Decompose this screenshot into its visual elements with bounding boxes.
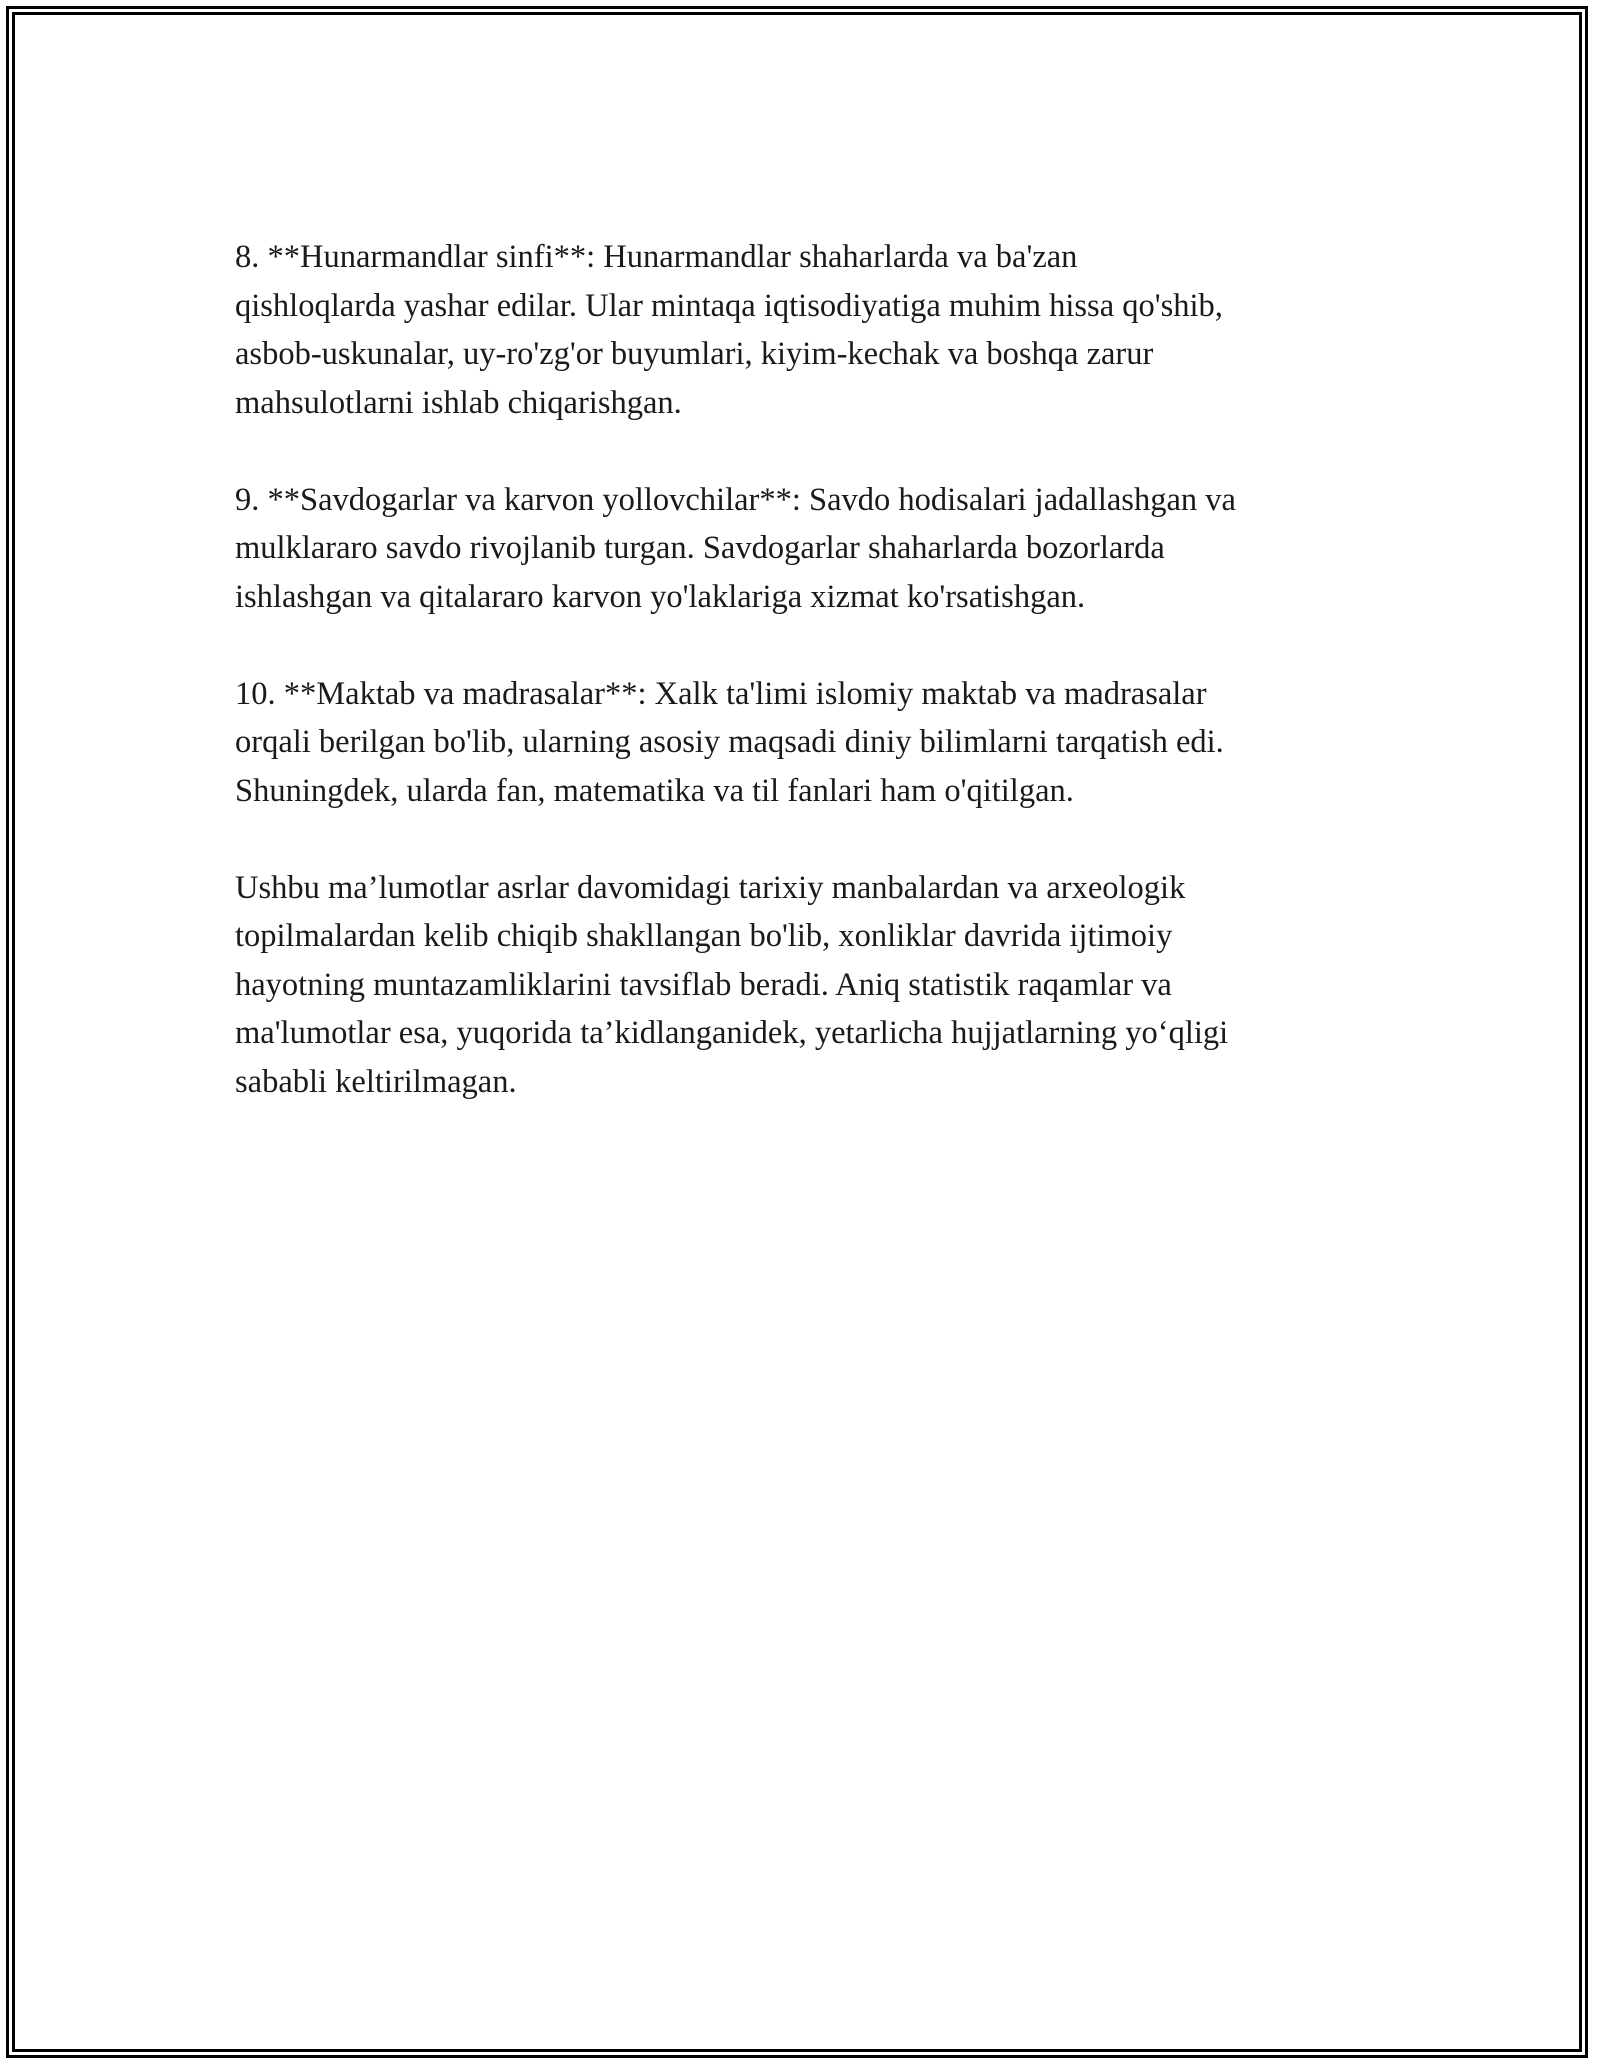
document-body <box>235 233 1375 1106</box>
paragraph-conclusion: Ushbu ma’lumotlar asrlar davomidagi tarixiy manbalardan va arxeologik topilmalardan kelib chiqib shakllangan bo'lib, xonliklar davrida ijtimoiy hayotning muntazamliklarini tavsiflab beradi. Aniq statistik raqamlar va ma'lumotlar esa, yuqorida ta’kidlanganidek, yetarlicha hujjatlarning yo‘qligi sababli keltirilmagan. <box>235 869 1229 1100</box>
paragraph-maktab-madrasalar: 10. **Maktab va madrasalar**: Xalk ta'limi islomiy maktab va madrasalar orqali berilgan bo'lib, ularning asosiy maqsadi diniy bilimlarni tarqatish edi. Shuningdek, ularda fan, matematika va til fanlari ham o'qitilgan. <box>235 675 1224 809</box>
paragraph-hunarmandlar: 8. **Hunarmandlar sinfi**: Hunarmandlar shaharlarda va ba'zan qishloqlarda yashar edilar. Ular mintaqa iqtisodiyatiga muhim hissa qo'shib, asbob-uskunalar, uy-ro'zg'or buyumlari, kiyim-kechak va boshqa zarur mahsulotlarni ishlab chiqarishgan. <box>235 239 1223 421</box>
paragraph-savdogarlar: 9. **Savdogarlar va karvon yollovchilar**: Savdo hodisalari jadallashgan va mulklararo savdo rivojlanib turgan. Savdogarlar shaharlarda bozorlarda ishlashgan va qitalararo karvon yo'laklariga xizmat ko'rsatishgan. <box>235 481 1236 615</box>
